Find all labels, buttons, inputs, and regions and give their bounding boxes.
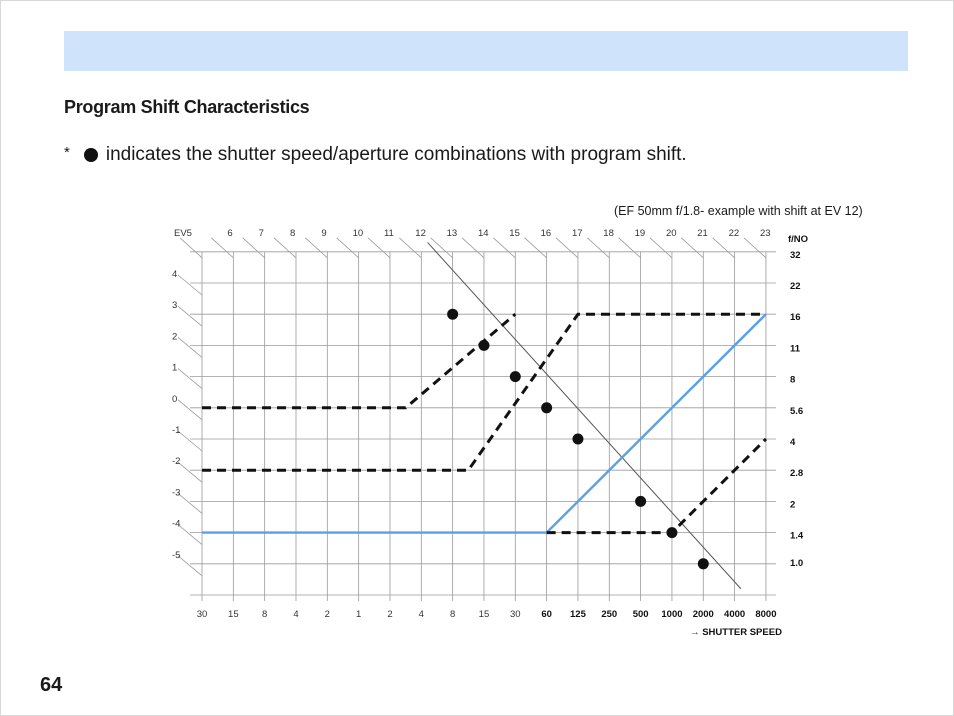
ev-diagonal-tick <box>274 238 296 258</box>
shift-point <box>635 496 646 507</box>
ev-diagonal-tick <box>178 275 202 295</box>
ev-left-label: -1 <box>172 425 181 436</box>
aperture-label: 1.0 <box>789 557 804 569</box>
shift-point <box>698 558 709 569</box>
ev-diagonal-tick <box>681 238 703 258</box>
section-title: Program Shift Characteristics <box>64 97 310 117</box>
shutter-label: 4 <box>418 609 424 620</box>
shutter-label: 2 <box>387 609 393 620</box>
ev-diagonal-tick <box>587 238 609 258</box>
aperture-label: 1.4 <box>789 530 804 542</box>
ev-diagonal-tick <box>178 525 202 545</box>
ev-diagonal-tick <box>493 238 515 258</box>
ev-label: 19 <box>634 227 646 239</box>
shutter-label: 500 <box>632 609 649 620</box>
ev-left-label: 1 <box>172 362 178 374</box>
xaxis-label: → SHUTTER SPEED <box>690 627 782 638</box>
ev-diagonal-tick <box>619 238 641 258</box>
ev-label: 9 <box>321 227 327 239</box>
ev-diagonal-tick <box>178 493 202 513</box>
aperture-label: 2.8 <box>789 468 804 480</box>
shutter-label: 15 <box>228 609 239 620</box>
ev-label: 23 <box>759 227 771 239</box>
ev-diagonal-tick <box>178 462 202 482</box>
ev-diagonal-tick <box>368 238 390 258</box>
aperture-label: 11 <box>789 343 800 355</box>
ev-left-label: -2 <box>172 456 181 468</box>
shutter-label: 4000 <box>724 609 746 620</box>
ev-diagonal-tick <box>399 238 421 258</box>
ev-diagonal-tick <box>243 238 265 258</box>
ev-left-label: -4 <box>172 518 181 530</box>
shutter-label: 250 <box>601 609 618 620</box>
ev-diagonal-tick <box>178 337 202 357</box>
aperture-label: 8 <box>789 374 796 386</box>
shift-point <box>572 434 583 445</box>
shift-point <box>447 309 458 320</box>
ev-label: 11 <box>383 227 394 239</box>
ev-label: 7 <box>258 227 264 239</box>
aperture-label: 2 <box>789 499 796 511</box>
shutter-label: 1 <box>356 609 362 620</box>
ev-label: 13 <box>446 227 458 239</box>
ev-label: 10 <box>352 227 364 239</box>
ev-diagonal-tick <box>178 431 202 451</box>
ev-diagonal-tick <box>180 238 202 258</box>
shift-point <box>478 340 489 351</box>
shutter-label: 125 <box>570 609 586 620</box>
ev-diagonal-tick <box>431 238 453 258</box>
ev-diagonal-tick <box>337 238 359 258</box>
page-number: 64 <box>40 674 63 696</box>
shutter-label: 15 <box>478 609 490 620</box>
ev-left-label: -5 <box>172 549 181 561</box>
shutter-label: 30 <box>510 609 521 620</box>
ev-diagonal-tick <box>462 238 484 258</box>
ev-left-label: 3 <box>172 300 178 312</box>
ev-label: 15 <box>509 227 520 239</box>
shutter-label: 2000 <box>692 609 714 620</box>
ev-label: 20 <box>665 227 677 239</box>
shutter-label: 60 <box>541 609 552 620</box>
aperture-label: 5.6 <box>789 405 804 417</box>
ev-diagonal-tick <box>525 238 547 258</box>
shift-point <box>666 527 677 538</box>
ev-label: 18 <box>603 227 614 239</box>
ev-left-label: 2 <box>172 331 178 343</box>
shutter-label: 8 <box>262 609 268 620</box>
ev-label: 14 <box>477 227 489 239</box>
shift-line-3 <box>547 439 766 533</box>
aperture-label: 4 <box>789 437 796 448</box>
ev12-diagonal-line <box>428 242 741 588</box>
ev-label: 17 <box>571 227 583 239</box>
ev-diagonal-tick <box>556 238 578 258</box>
aperture-label: 22 <box>789 281 801 292</box>
note-text: indicates the shutter speed/aperture combinations with program shift. <box>105 144 687 165</box>
ev-label: 22 <box>728 227 740 239</box>
shutter-label: 1000 <box>661 609 683 620</box>
shutter-label: 4 <box>293 609 299 620</box>
ev-label: 6 <box>227 227 233 239</box>
aperture-label: 16 <box>789 312 801 324</box>
ev-label: EV5 <box>174 227 192 239</box>
ev-left-label: 4 <box>172 269 178 280</box>
ev-label: 16 <box>540 227 552 239</box>
ev-left-label: -3 <box>172 487 181 499</box>
ev-diagonal-tick <box>211 238 233 258</box>
example-note: (EF 50mm f/1.8- example with shift at EV 12) <box>614 204 863 218</box>
ev-diagonal-tick <box>178 306 202 326</box>
chart-labels <box>172 228 808 638</box>
shutter-label: 30 <box>196 609 208 620</box>
ev-diagonal-tick <box>178 400 202 420</box>
ev-diagonal-tick <box>650 238 672 258</box>
ev-left-label: 0 <box>172 393 178 405</box>
shutter-label: 8000 <box>755 609 777 620</box>
ev-label: 21 <box>697 227 708 239</box>
aperture-header: f/NO <box>787 233 809 245</box>
ev-diagonal-tick <box>713 238 735 258</box>
shutter-label: 8 <box>449 609 456 620</box>
aperture-label: 32 <box>789 249 801 261</box>
ev-label: 8 <box>289 227 296 239</box>
ev-diagonal-tick <box>744 238 766 258</box>
shift-point <box>510 371 521 382</box>
shutter-label: 2 <box>324 609 330 620</box>
ev-diagonal-tick <box>305 238 327 258</box>
note-asterisk: * <box>64 143 70 161</box>
ev-diagonal-tick <box>178 369 202 389</box>
shift-point <box>541 402 552 413</box>
ev-diagonal-tick <box>178 556 202 576</box>
ev-label: 12 <box>415 227 426 239</box>
